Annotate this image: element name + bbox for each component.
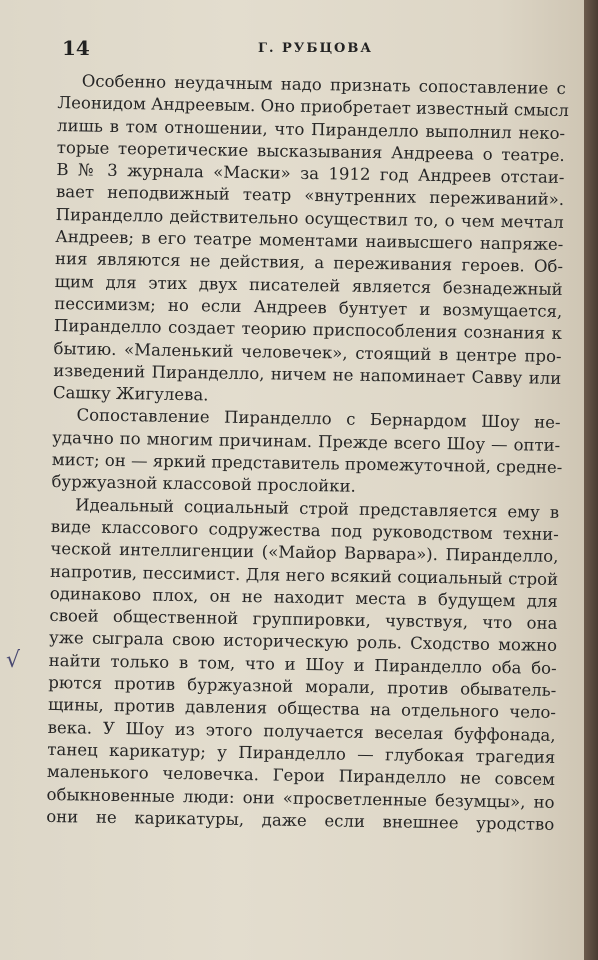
text-line: они не карикатуры, даже если внешнее уродство [46, 806, 555, 834]
text-line: лишь в том отношении, что Пиранделло выполнил неко- [56, 115, 566, 143]
text-line: Сашку Жигулева. [52, 383, 209, 405]
text-line: торые теоретические высказывания Андреева о театре. [56, 137, 565, 165]
text-line: ния являются не действия, а переживания героев. Об- [54, 249, 564, 277]
text-line: своей общественной группировки, чувствуя, что она [49, 606, 558, 634]
text-line: удачно по многим причинам. Прежде всего Шоу — опти- [52, 427, 561, 455]
text-line: мист; он — яркий представитель промежуточной, средне- [51, 450, 563, 478]
text-line: обыкновенные люди: они «просветленные безумцы», но [46, 784, 555, 812]
page-number: 14 [62, 36, 90, 60]
text-line: Пиранделло действительно осуществил то, о чем мечтал [55, 204, 564, 232]
checkmark-icon: √ [6, 648, 21, 673]
text-line: вает неподвижный театр «внутренних переживаний». [55, 182, 565, 210]
text-line: Сопоставление Пиранделло с Бернардом Шоу не- [76, 405, 561, 433]
text-line: напротив, пессимист. Для него всякий социальный строй [49, 561, 559, 589]
text-line: уже сыграла свою историческую роль. Сходство можно [48, 628, 558, 656]
book-edge [584, 0, 598, 960]
text-line: одинаково плох, он не находит места в будущем для [49, 583, 558, 611]
text-line: В № 3 журнала «Маски» за 1912 год Андреев отстаи- [56, 160, 565, 188]
text-line: ческой интеллигенции («Майор Варвара»). Пиранделло, [50, 539, 559, 567]
text-line: щины, против давления общества на отдельного чело- [47, 695, 557, 723]
text-line: бытию. «Маленький человечек», стоящий в центре про- [53, 338, 562, 366]
text-line: Особенно неудачным надо признать сопоставление с [81, 71, 566, 98]
text-line: Андреев; в его театре моментами наивысшего напряже- [55, 227, 564, 255]
text-line: пессимизм; но если Андреев бунтует и возмущается, [54, 293, 563, 321]
running-title: Г. РУБЦОВА [258, 41, 373, 56]
page-header [62, 36, 562, 62]
text-line: изведений Пиранделло, ничем не напоминает Савву или [53, 360, 562, 388]
text-line: танец карикатур; у Пиранделло — глубокая трагедия [47, 739, 556, 767]
text-line: щим для этих двух писателей является безнадежный [54, 271, 563, 299]
text-line: Идеальный социальный строй представляется ему в [75, 494, 560, 522]
text-line: виде классового содружества под руководством техни- [50, 516, 559, 544]
text-line: буржуазной классовой прослойки. [51, 472, 356, 497]
text-line: Пиранделло создает теорию приспособления сознания к [53, 316, 563, 344]
text-line: Леонидом Андреевым. Оно приобретает известный смысл [57, 93, 569, 121]
text-line: маленького человечка. Герои Пиранделло не совсем [46, 762, 556, 790]
text-line: века. У Шоу из этого получается веселая буффонада, [47, 717, 556, 745]
text-line: рются против буржуазной морали, против обыватель- [48, 672, 557, 700]
body-text [46, 70, 569, 836]
text-line: найти только в том, что и Шоу и Пиранделло оба бо- [48, 650, 557, 678]
